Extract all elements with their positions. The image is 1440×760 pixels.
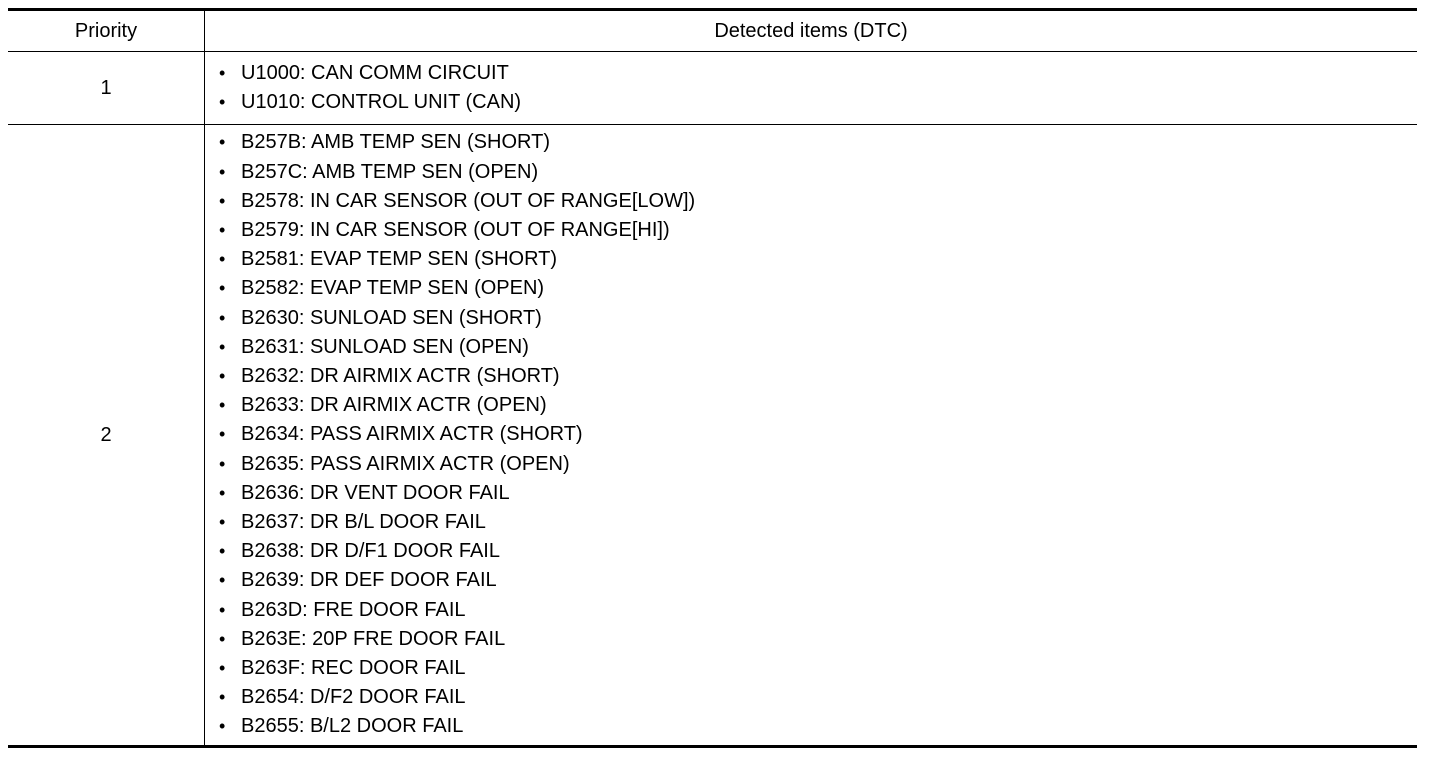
- dtc-item: • B2578: IN CAR SENSOR (OUT OF RANGE[LOW]): [219, 187, 1417, 216]
- dtc-item: • B2654: D/F2 DOOR FAIL: [219, 683, 1417, 712]
- priority-column-header: Priority: [8, 10, 205, 52]
- detected-items-column-header: Detected items (DTC): [205, 10, 1418, 52]
- dtc-list: [205, 128, 1417, 741]
- dtc-item: • B2582: EVAP TEMP SEN (OPEN): [219, 274, 1417, 303]
- dtc-item: • B2636: DR VENT DOOR FAIL: [219, 479, 1417, 508]
- dtc-item: • B257C: AMB TEMP SEN (OPEN): [219, 158, 1417, 187]
- dtc-list: [205, 59, 1417, 117]
- table-body: [8, 52, 1417, 747]
- header-row: [8, 10, 1417, 52]
- dtc-item: • B2634: PASS AIRMIX ACTR (SHORT): [219, 420, 1417, 449]
- detected-items-cell: [205, 52, 1418, 125]
- priority-cell: 1: [8, 52, 205, 125]
- dtc-priority-table: [8, 8, 1417, 748]
- table-row: [8, 125, 1417, 747]
- dtc-item: • B2632: DR AIRMIX ACTR (SHORT): [219, 362, 1417, 391]
- dtc-item: • B263D: FRE DOOR FAIL: [219, 596, 1417, 625]
- dtc-item: • B2655: B/L2 DOOR FAIL: [219, 712, 1417, 741]
- dtc-item: • U1010: CONTROL UNIT (CAN): [219, 88, 1417, 117]
- priority-cell: 2: [8, 125, 205, 747]
- dtc-item: • B263F: REC DOOR FAIL: [219, 654, 1417, 683]
- table-header: [8, 10, 1417, 52]
- dtc-item: • B2639: DR DEF DOOR FAIL: [219, 566, 1417, 595]
- dtc-item: • B2581: EVAP TEMP SEN (SHORT): [219, 245, 1417, 274]
- dtc-item: • B2635: PASS AIRMIX ACTR (OPEN): [219, 450, 1417, 479]
- dtc-item: • B257B: AMB TEMP SEN (SHORT): [219, 128, 1417, 157]
- table-row: [8, 52, 1417, 125]
- dtc-item: • B2633: DR AIRMIX ACTR (OPEN): [219, 391, 1417, 420]
- dtc-item: • B263E: 20P FRE DOOR FAIL: [219, 625, 1417, 654]
- dtc-item: • B2638: DR D/F1 DOOR FAIL: [219, 537, 1417, 566]
- dtc-item: • B2579: IN CAR SENSOR (OUT OF RANGE[HI]): [219, 216, 1417, 245]
- detected-items-cell: [205, 125, 1418, 747]
- dtc-item: • B2631: SUNLOAD SEN (OPEN): [219, 333, 1417, 362]
- dtc-item: • B2630: SUNLOAD SEN (SHORT): [219, 304, 1417, 333]
- dtc-item: • U1000: CAN COMM CIRCUIT: [219, 59, 1417, 88]
- dtc-item: • B2637: DR B/L DOOR FAIL: [219, 508, 1417, 537]
